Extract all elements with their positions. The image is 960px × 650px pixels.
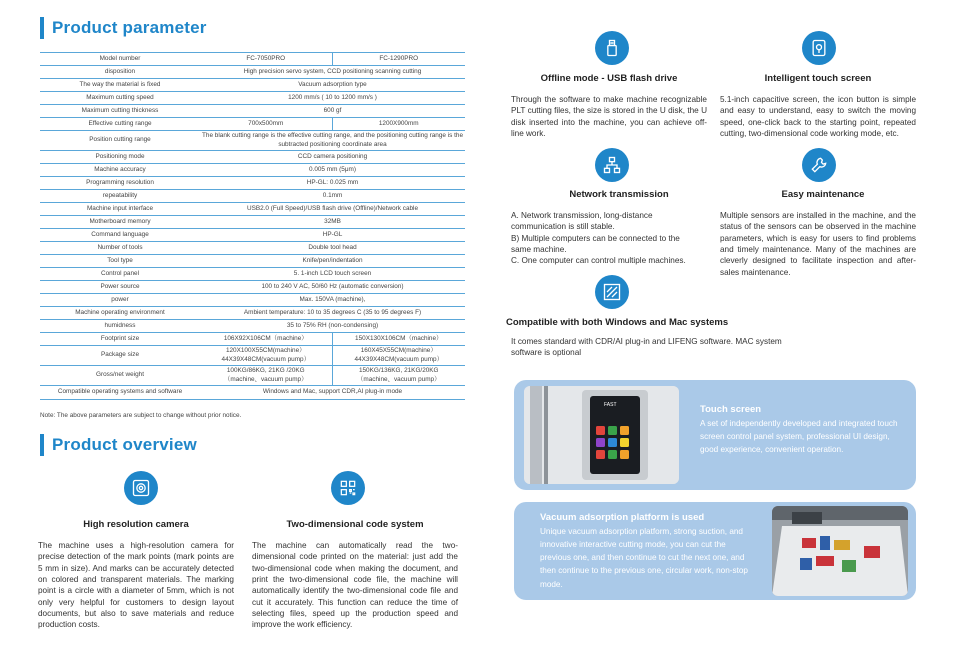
parameter-value: HP-GL <box>200 229 465 242</box>
parameter-label: Command language <box>40 229 200 242</box>
feature-body-qr: The machine can automatically read the two-dimensional code printed on the material: just add the two-dimensional code when making the document, and print the two-dimensional code file, the machine will automatically identify the two-dimensional code file and cut it accurately. This function can reduce the time of selecting files, speed up the production speed and improve the work efficiency. <box>252 541 458 630</box>
parameter-label: Motherboard memory <box>40 216 200 229</box>
parameter-label: Position cutting range <box>40 131 200 151</box>
parameter-value: CCD camera positioning <box>200 151 465 164</box>
vacuum-card-body: Unique vacuum adsorption platform, strong suction, and innovative interactive cutting mode, you can cut the previous one, and then continue to cut the next one, and then continue to the previous one, circular work, non-stop mode. <box>540 527 748 589</box>
maintenance-icon <box>802 148 836 182</box>
touch-screen-card <box>514 380 916 490</box>
feature-body-offline: Through the software to make machine recognizable PLT cutting files, the size is stored in the U disk, the U disk inserted into the machine, you can achieve off-line work. <box>511 95 707 138</box>
parameter-row <box>40 203 465 216</box>
feature-body-maintenance: Multiple sensors are installed in the machine, and the status of the sensors can be observed in the machine parameters, which is easy for users to find problems and timely maintenance. Many of the machines are cleverly designed to facilitate inspection and after-sales maintenance. <box>720 211 916 277</box>
parameter-row <box>40 346 465 366</box>
parameter-table <box>40 52 465 400</box>
parameter-label: Machine operating environment <box>40 307 200 320</box>
parameter-value: FC-1290PRO <box>332 53 465 66</box>
vacuum-platform-card <box>514 502 916 600</box>
parameter-label: Positioning mode <box>40 151 200 164</box>
parameter-section-heading <box>40 17 207 39</box>
parameter-value: 160X45X55CM(machine） 44X39X48CM(vacuum pump） <box>332 346 465 366</box>
feature-title-compatible: Compatible with both Windows and Mac systems <box>506 317 729 328</box>
parameter-value: USB2.0 (Full Speed)/USB flash drive (Offline)/Network cable <box>200 203 465 216</box>
parameter-value: 120X100X55CM(machine） 44X39X48CM(vacuum pump） <box>200 346 332 366</box>
touch-screen-card-body: A set of independently developed and integrated touch screen control panel system, professional UI design, good experience, convenient operation. <box>700 419 898 455</box>
parameter-value: 1200X900mm <box>332 118 465 131</box>
parameter-label: Machine input interface <box>40 203 200 216</box>
parameter-row <box>40 294 465 307</box>
parameter-row <box>40 79 465 92</box>
parameter-value: Double tool head <box>200 242 465 255</box>
parameter-value: FC-7050PRO <box>200 53 332 66</box>
parameter-row <box>40 307 465 320</box>
parameter-row <box>40 333 465 346</box>
parameter-label: Footprint size <box>40 333 200 346</box>
parameter-label: Effective cutting range <box>40 118 200 131</box>
parameter-value: 0.005 mm (5μm) <box>200 164 465 177</box>
parameter-value: Ambient temperature: 10 to 35 degrees C (35 to 95 degrees F) <box>200 307 465 320</box>
parameter-value: 0.1mm <box>200 190 465 203</box>
usb-drive-icon <box>595 31 629 65</box>
parameter-row <box>40 164 465 177</box>
parameter-row <box>40 118 465 131</box>
vacuum-platform-illustration <box>772 506 908 596</box>
screen-brand-text: FAST <box>604 402 617 408</box>
feature-title-network: Network transmission <box>569 189 669 200</box>
feature-title-camera: High resolution camera <box>83 519 189 530</box>
feature-title-touch: Intelligent touch screen <box>764 73 872 84</box>
feature-body-camera: The machine uses a high-resolution camera for precise detection of the mark points (mark points are 5 mm in size). And marks can be accurately detected on colored and transparent materials. The marking point is a circle with a diameter of 5mm, which is not only very helpful for customers to design layout documents, but also to save materials and reduce production costs. <box>38 541 234 630</box>
parameter-row <box>40 268 465 281</box>
parameter-label: Maximum cutting thickness <box>40 105 200 118</box>
parameter-row <box>40 92 465 105</box>
parameter-label: Number of tools <box>40 242 200 255</box>
feature-title-qr: Two-dimensional code system <box>286 519 424 530</box>
parameter-label: Package size <box>40 346 200 366</box>
parameter-value: Knife/pen/indentation <box>200 255 465 268</box>
parameter-value: High precision servo system, CCD positioning scanning cutting <box>200 66 465 79</box>
parameter-value: 600 gf <box>200 105 465 118</box>
camera-icon <box>124 471 158 505</box>
network-icon <box>595 148 629 182</box>
parameter-label: Compatible operating systems and software <box>40 386 200 400</box>
parameter-label: Programming resolution <box>40 177 200 190</box>
compatibility-icon <box>595 275 629 309</box>
parameter-label: humidness <box>40 320 200 333</box>
feature-body-network <box>511 210 697 267</box>
parameter-value: Max. 150VA (machine), <box>200 294 465 307</box>
parameter-value: 106X92X106CM（machine） <box>200 333 332 346</box>
heading-accent-bar <box>40 434 44 456</box>
parameter-label: disposition <box>40 66 200 79</box>
parameter-row <box>40 151 465 164</box>
parameter-label: Power source <box>40 281 200 294</box>
parameter-value: 700x500mm <box>200 118 332 131</box>
parameter-row <box>40 105 465 118</box>
parameter-value: Vacuum adsorption type <box>200 79 465 92</box>
heading-accent-bar <box>40 17 44 39</box>
parameter-value: 32MB <box>200 216 465 229</box>
touch-screen-icon <box>802 31 836 65</box>
vacuum-card-title: Vacuum adsorption platform is used <box>540 512 705 523</box>
parameter-label: power <box>40 294 200 307</box>
feature-body-compatible: It comes standard with CDR/AI plug-in and LIFENG software. MAC system software is optional <box>511 337 782 358</box>
parameter-label: Control panel <box>40 268 200 281</box>
feature-title-offline: Offline mode - USB flash drive <box>540 73 678 84</box>
qr-code-icon <box>331 471 365 505</box>
parameter-row <box>40 131 465 151</box>
parameter-label: The way the material is fixed <box>40 79 200 92</box>
overview-section-heading <box>40 434 197 456</box>
touch-panel-photo <box>524 386 679 484</box>
parameter-label: Machine accuracy <box>40 164 200 177</box>
parameter-label: Model number <box>40 53 200 66</box>
parameter-row <box>40 366 465 386</box>
parameter-value: 100KG/86KG, 21KG /20KG （machine、vacuum pump） <box>200 366 332 386</box>
network-line: A. Network transmission, long-distance communication is still stable. <box>511 211 653 232</box>
parameter-value: 100 to 240 V AC, 50/60 Hz (automatic conversion) <box>200 281 465 294</box>
feature-body-touch: 5.1-inch capacitive screen, the icon button is simple and easy to understand, easy to switch the moving speed, one-click back to the starting point, repeated cutting, two-dimensional code working mode, etc. <box>720 95 916 138</box>
parameter-row <box>40 216 465 229</box>
parameter-value: Windows and Mac, support CDR,AI plug-in mode <box>200 386 465 400</box>
parameter-row <box>40 66 465 79</box>
parameter-label: Tool type <box>40 255 200 268</box>
parameter-value: 150KG/136KG, 21KG/20KG （machine、vacuum pump） <box>332 366 465 386</box>
parameter-value: The blank cutting range is the effective cutting range, and the positioning cutting range is the subtracted positioning coordinate area <box>200 131 465 151</box>
parameter-row <box>40 177 465 190</box>
touch-panel-illustration <box>524 386 679 484</box>
parameter-row <box>40 255 465 268</box>
parameter-value: 150X130X106CM（machine） <box>332 333 465 346</box>
parameter-note: Note: The above parameters are subject to change without prior notice. <box>40 412 242 419</box>
parameter-row <box>40 386 465 400</box>
parameter-label: Gross/net weight <box>40 366 200 386</box>
parameter-label: repeatability <box>40 190 200 203</box>
parameter-row <box>40 320 465 333</box>
parameter-value: 1200 mm/s ( 10 to 1200 mm/s ) <box>200 92 465 105</box>
parameter-section-title: Product parameter <box>52 18 207 37</box>
parameter-value: HP-GL: 0.025 mm <box>200 177 465 190</box>
feature-title-maintenance: Easy maintenance <box>781 189 865 200</box>
touch-screen-card-title: Touch screen <box>700 404 762 415</box>
parameter-row <box>40 229 465 242</box>
parameter-row <box>40 281 465 294</box>
network-line: C. One computer can control multiple machines. <box>511 256 686 266</box>
parameter-row <box>40 190 465 203</box>
parameter-row <box>40 242 465 255</box>
parameter-row <box>40 53 465 66</box>
parameter-value: 5. 1-inch LCD touch screen <box>200 268 465 281</box>
parameter-value: 35 to 75% RH (non-condensing) <box>200 320 465 333</box>
parameter-label: Maximum cutting speed <box>40 92 200 105</box>
vacuum-platform-photo <box>772 506 908 596</box>
overview-section-title: Product overview <box>52 435 197 454</box>
network-line: B) Multiple computers can be connected to the same machine. <box>511 233 680 254</box>
